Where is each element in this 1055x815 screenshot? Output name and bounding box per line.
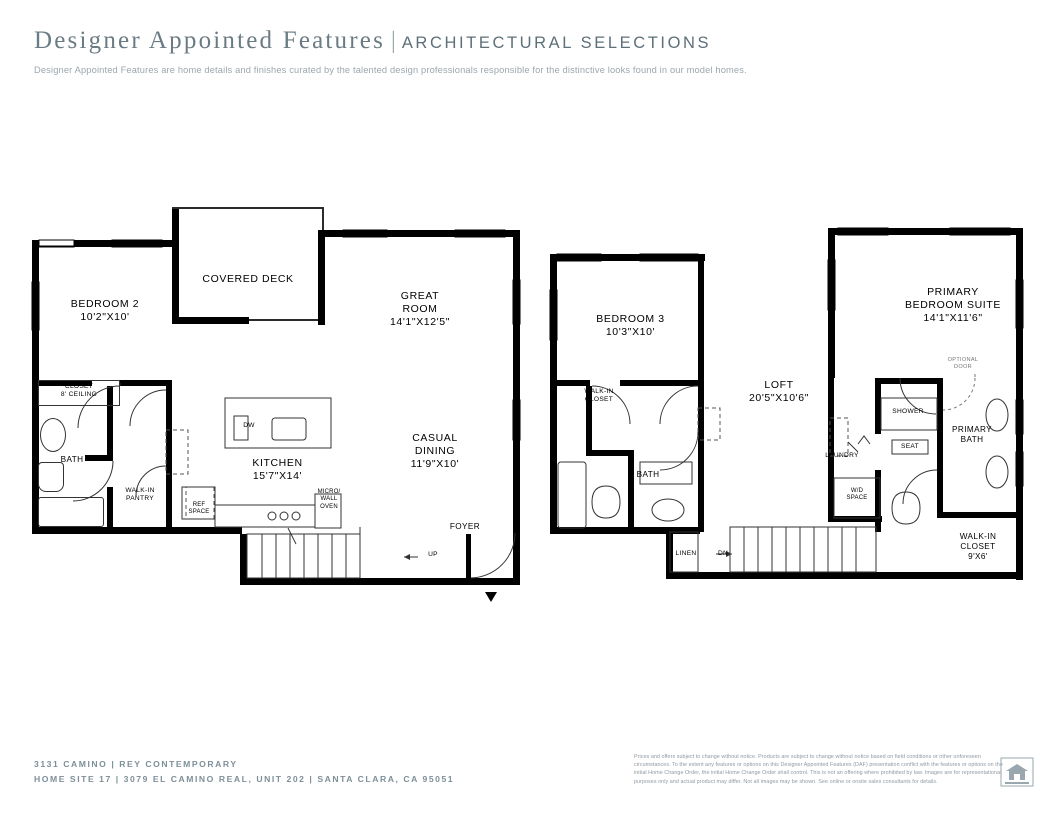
title-separator: | — [391, 28, 396, 54]
room-label-walk-in-closet-bed3: WALK-IN CLOSET — [584, 388, 614, 403]
optional-door-label: OPTIONAL DOOR — [947, 357, 979, 370]
room-label-kitchen: KITCHEN 15'7"X14' — [252, 457, 303, 482]
stair-label-up: UP — [428, 551, 438, 558]
room-label-bedroom-3: BEDROOM 3 10'3"X10' — [596, 313, 665, 338]
room-label-primary-bath: PRIMARY BATH — [952, 425, 992, 444]
room-label-walk-in-pantry: WALK-IN PANTRY — [125, 487, 155, 502]
wd-space-label: W/D SPACE — [846, 488, 868, 502]
room-label-great-room: GREAT ROOM 14'1"X12'5" — [389, 290, 451, 328]
title-subtitle: ARCHITECTURAL SELECTIONS — [401, 34, 712, 52]
room-label-covered-deck: COVERED DECK — [202, 273, 294, 285]
room-label-bath: BATH — [60, 455, 84, 464]
footer-info — [34, 757, 454, 787]
room-label-laundry: LAUNDRY — [825, 452, 859, 459]
stair-label-dn: DN — [717, 550, 729, 557]
room-label-bedroom-2: BEDROOM 2 10'2"X10' — [70, 298, 140, 323]
floor-plan-left — [0, 0, 540, 620]
appliance-label-dishwasher: DW — [243, 422, 255, 429]
equal-housing-opportunity-icon — [1000, 757, 1034, 787]
room-label-walk-in-closet-primary: WALK-IN CLOSET 9'X6' — [959, 532, 997, 561]
room-label-primary-bedroom-suite: PRIMARY BEDROOM SUITE 14'1"X11'6" — [905, 286, 1001, 324]
room-label-loft: LOFT 20'5"X10'6" — [748, 379, 810, 404]
footer-line-1: 3131 CAMINO | REY CONTEMPORARY — [34, 759, 238, 769]
page-subtitle: Designer Appointed Features are home details and finishes curated by the talented design professionals responsible for the distinctive looks found in our model homes. — [34, 65, 747, 75]
room-label-closet: CLOSET 8' CEILING — [60, 383, 98, 398]
room-label-foyer: FOYER — [449, 522, 481, 531]
shower-label: SHOWER — [892, 408, 924, 415]
appliance-label-refrigerator: REF SPACE — [188, 502, 210, 516]
linen-label: LINEN — [675, 550, 697, 557]
title-main: Designer Appointed Features — [34, 27, 386, 54]
room-label-bath-right: BATH — [636, 470, 660, 479]
seat-label: SEAT — [901, 443, 919, 450]
appliance-label-micro-wall-oven: MICRO/ WALL OVEN — [317, 489, 341, 510]
floor-plan-right — [520, 0, 1055, 620]
disclaimer-text: Prices and offers subject to change without notice. Products are subject to change without notice based on field conditions or other unforeseen circumstances. To the extent any features or options on this Designer Appointed Features (DAF) presentation conflict with the features or options on the initial Home Change Order, the initial Home Change Order shall control. This is not an offering where prohibited by law. Images are for representational purposes only and actual product may differ. Not all images may be shown. See online or onsite sales consultants for details. — [634, 754, 1003, 785]
footer-line-2: HOME SITE 17 | 3079 EL CAMINO REAL, UNIT 202 | SANTA CLARA, CA 95051 — [34, 774, 455, 784]
room-label-casual-dining: CASUAL DINING 11'9"X10' — [410, 432, 460, 470]
